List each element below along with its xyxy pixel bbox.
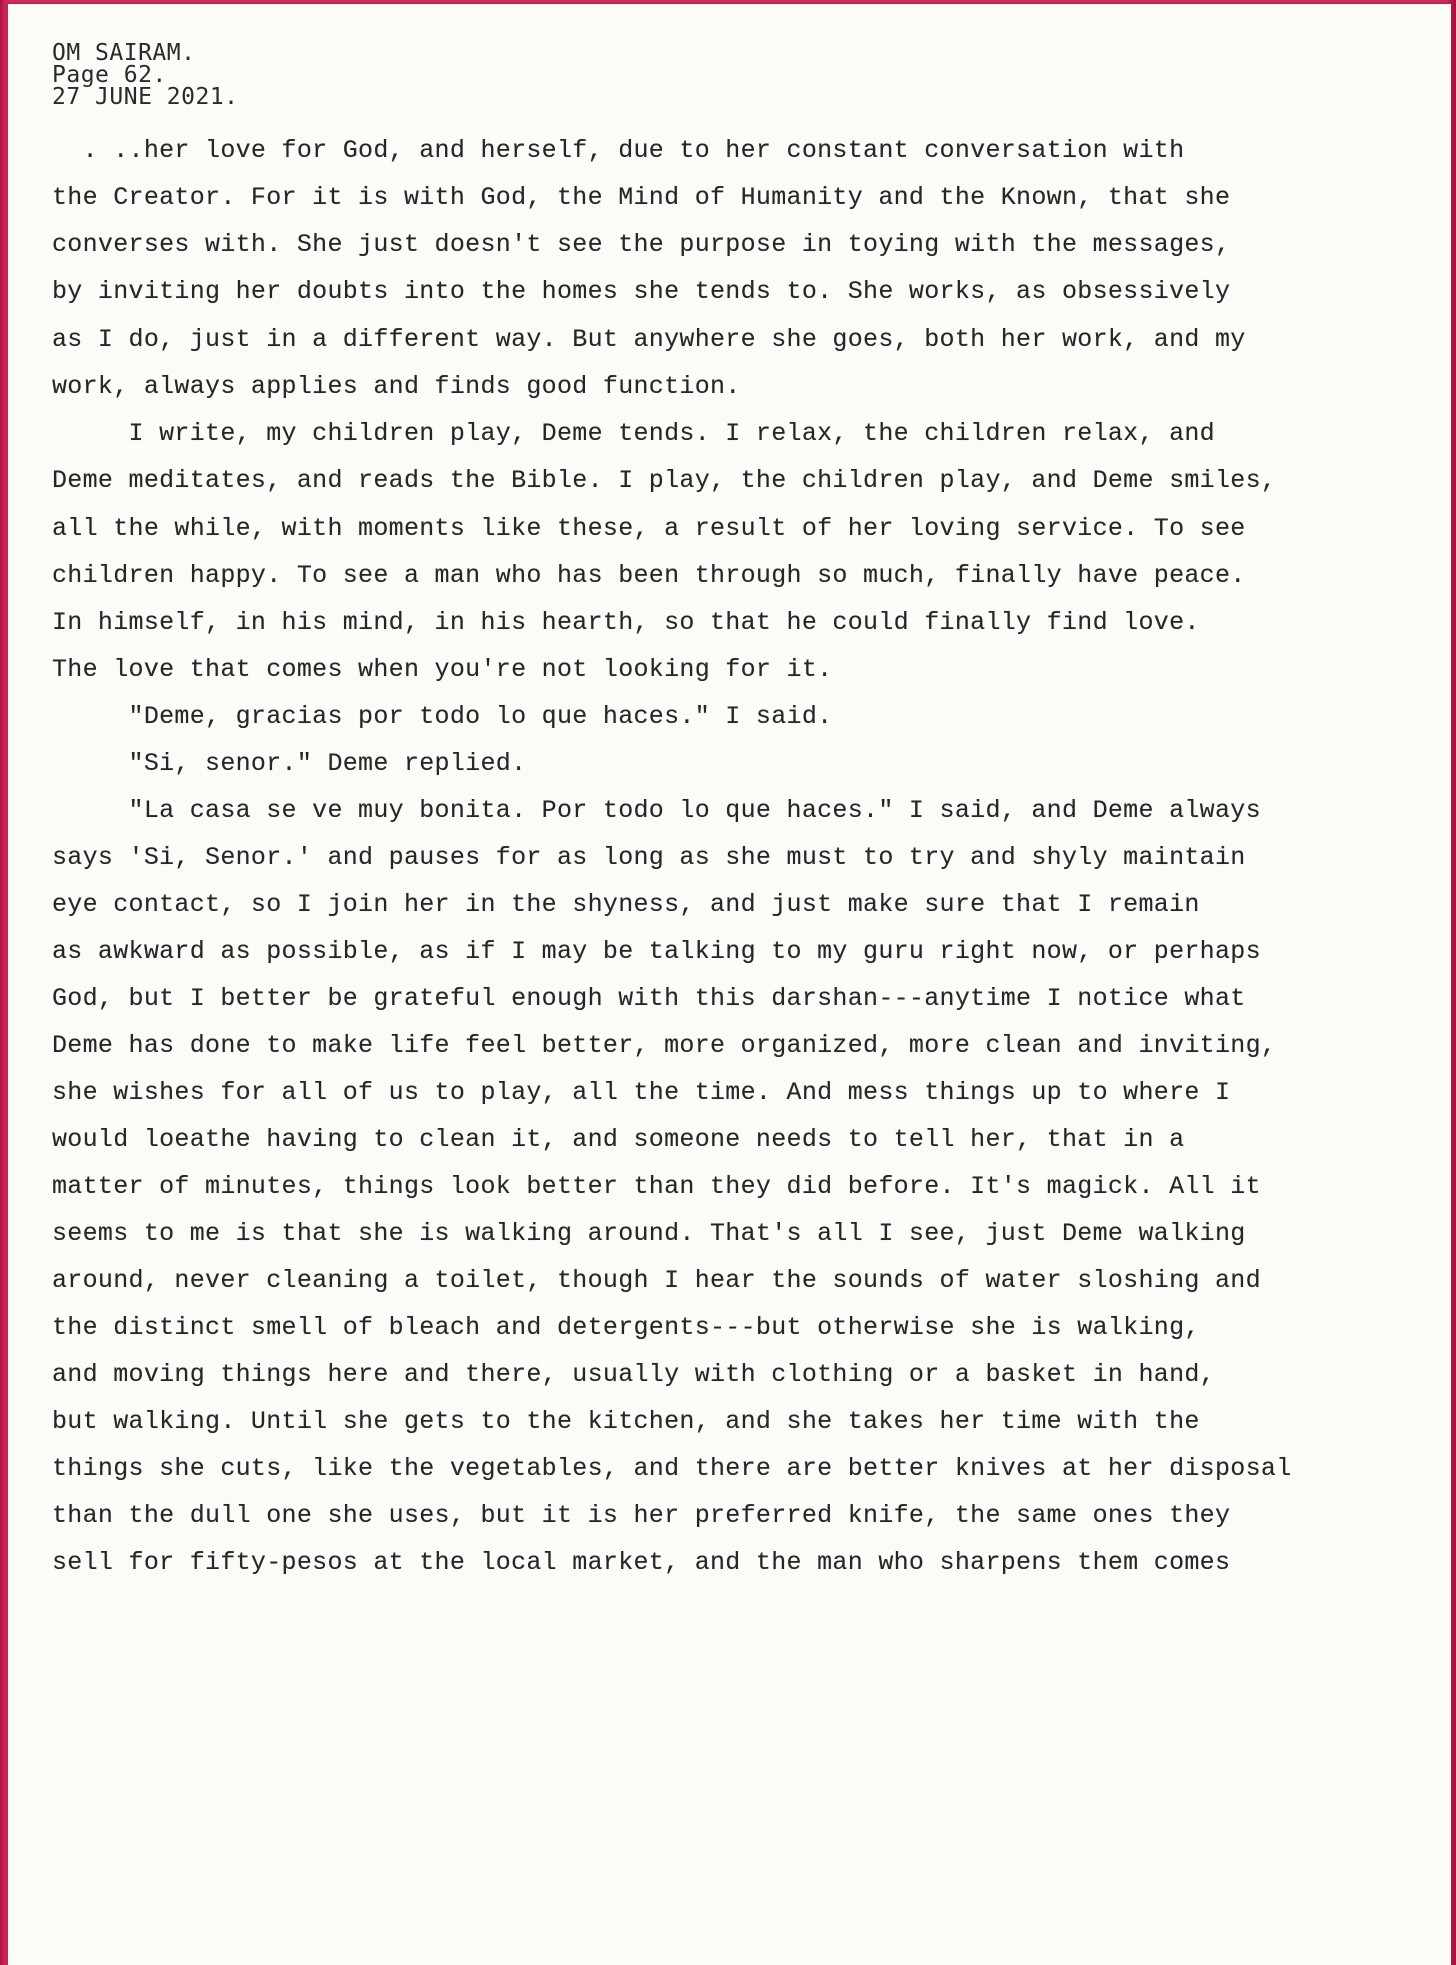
text-line: "La casa se ve muy bonita. Por todo lo que haces." I said, and Deme always: [52, 796, 1261, 825]
text-line: as I do, just in a different way. But anywhere she goes, both her work, and my: [52, 325, 1246, 354]
text-line: around, never cleaning a toilet, though I hear the sounds of water sloshing and: [52, 1266, 1261, 1295]
text-line: work, always applies and finds good function.: [52, 372, 741, 401]
text-line: "Si, senor." Deme replied.: [52, 749, 527, 778]
text-line: as awkward as possible, as if I may be talking to my guru right now, or perhaps: [52, 937, 1261, 966]
header-title: OM SAIRAM.: [52, 40, 196, 66]
text-line: converses with. She just doesn't see the purpose in toying with the messages,: [52, 230, 1231, 259]
text-line: God, but I better be grateful enough with this darshan---anytime I notice what: [52, 984, 1246, 1013]
text-line: than the dull one she uses, but it is her preferred knife, the same ones they: [52, 1501, 1231, 1530]
text-line: by inviting her doubts into the homes she tends to. She works, as obsessively: [52, 277, 1231, 306]
text-line: matter of minutes, things look better than they did before. It's magick. All it: [52, 1172, 1261, 1201]
text-line: . ..her love for God, and herself, due to her constant conversation with: [52, 136, 1185, 165]
header-date: 27 JUNE 2021.: [52, 84, 239, 110]
text-line: "Deme, gracias por todo lo que haces." I said.: [52, 702, 833, 731]
text-line: In himself, in his mind, in his hearth, so that he could finally find love.: [52, 608, 1200, 637]
typewritten-page: [8, 4, 1451, 1965]
text-line: the Creator. For it is with God, the Mind of Humanity and the Known, that she: [52, 183, 1231, 212]
text-line: Deme has done to make life feel better, more organized, more clean and inviting,: [52, 1031, 1277, 1060]
text-line: children happy. To see a man who has been through so much, finally have peace.: [52, 561, 1246, 590]
text-line: seems to me is that she is walking around. That's all I see, just Deme walking: [52, 1219, 1246, 1248]
text-line: all the while, with moments like these, a result of her loving service. To see: [52, 514, 1246, 543]
page-header: [52, 42, 239, 108]
text-line: Deme meditates, and reads the Bible. I play, the children play, and Deme smiles,: [52, 466, 1277, 495]
text-line: and moving things here and there, usually with clothing or a basket in hand,: [52, 1360, 1215, 1389]
text-line: I write, my children play, Deme tends. I relax, the children relax, and: [52, 419, 1215, 448]
text-line: eye contact, so I join her in the shyness, and just make sure that I remain: [52, 890, 1200, 919]
text-line: The love that comes when you're not looking for it.: [52, 655, 833, 684]
header-page-number: Page 62.: [52, 62, 167, 88]
text-line: things she cuts, like the vegetables, and there are better knives at her disposal: [52, 1454, 1292, 1483]
text-line: she wishes for all of us to play, all the time. And mess things up to where I: [52, 1078, 1231, 1107]
text-line: would loeathe having to clean it, and someone needs to tell her, that in a: [52, 1125, 1185, 1154]
text-line: the distinct smell of bleach and detergents---but otherwise she is walking,: [52, 1313, 1200, 1342]
text-line: but walking. Until she gets to the kitchen, and she takes her time with the: [52, 1407, 1200, 1436]
text-line: says 'Si, Senor.' and pauses for as long as she must to try and shyly maintain: [52, 843, 1246, 872]
text-line: sell for fifty-pesos at the local market, and the man who sharpens them comes: [52, 1548, 1231, 1577]
